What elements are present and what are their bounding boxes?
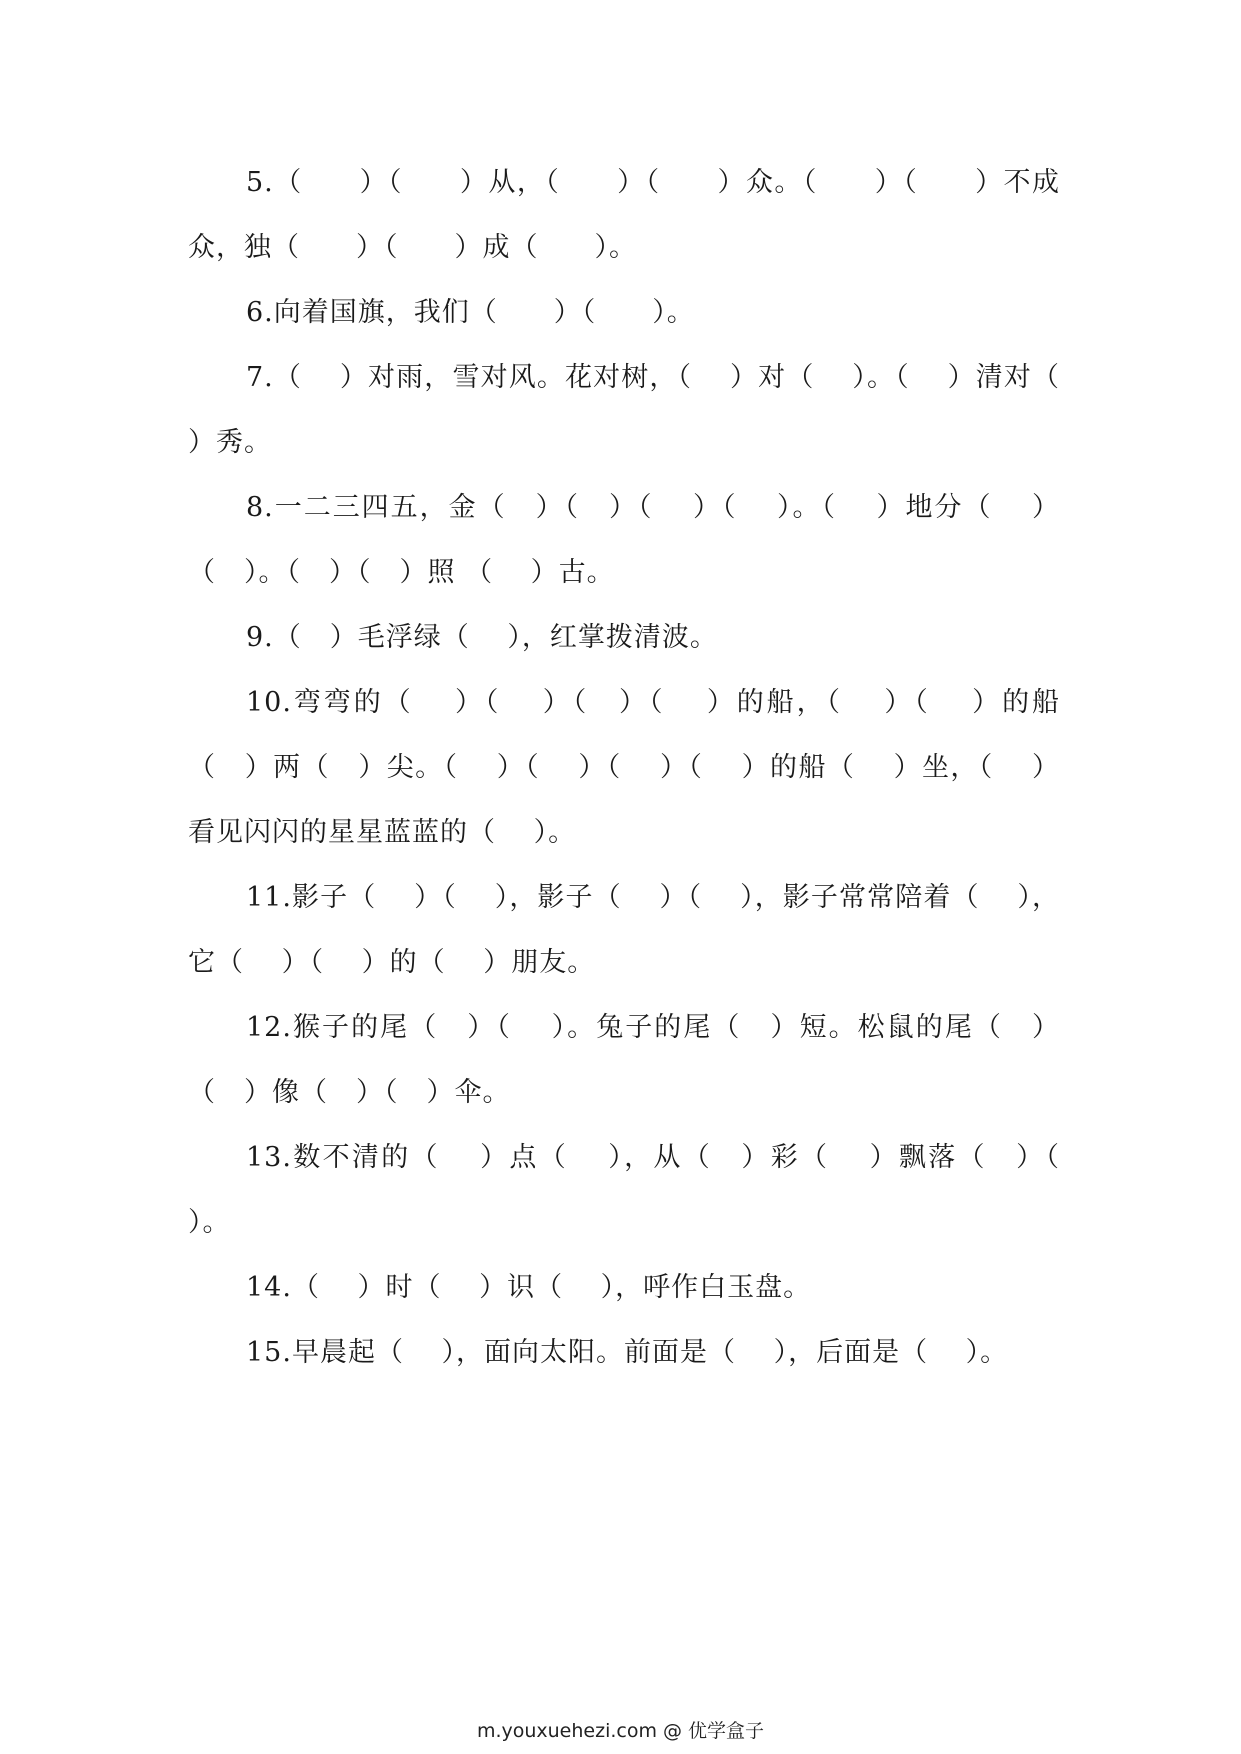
question-6: 6.向着国旗，我们（ ）（ ）。 xyxy=(246,297,695,328)
footer-watermark: m.youxuehezi.com @ 优学盒子 xyxy=(476,1720,765,1742)
question-5: 5.（ ）（ ）从，（ ）（ ）众。（ ）（ ）不成众，独（ ）（ ）成（ ）。 xyxy=(188,167,1060,263)
question-14: 14.（ ）时（ ）识（ ），呼作白玉盘。 xyxy=(246,1272,812,1303)
question-10: 10.弯弯的（ ）（ ）（ ）（ ）的船，（ ）（ ）的船（ ）两（ ）尖。（ ）（ ）（ ）（ ）的船（ ）坐，（ ）看见闪闪的星星蓝蓝的（ ）。 xyxy=(188,687,1060,848)
question-15: 15.早晨起（ ），面向太阳。前面是（ ），后面是（ ）。 xyxy=(246,1337,1009,1368)
question-list xyxy=(188,150,1098,1385)
question-13: 13.数不清的（ ）点（ ），从（ ）彩（ ）飘落（ ）（ ）。 xyxy=(188,1142,1098,1238)
question-8: 8.一二三四五，金（ ）（ ）（ ）（ ）。（ ）地分（ ）（ ）。（ ）（ ）照 （ ）古。 xyxy=(188,492,1060,588)
question-9: 9.（ ）毛浮绿（ ），红掌拨清波。 xyxy=(246,622,718,653)
question-7: 7.（ ）对雨，雪对风。花对树，（ ）对（ ）。（ ）清对（ ）秀。 xyxy=(188,362,1098,458)
question-11: 11.影子（ ）（ ），影子（ ）（ ），影子常常陪着（ ），它（ ）（ ）的（ ）朋友。 xyxy=(188,882,1060,978)
question-12: 12.猴子的尾（ ）（ ）。兔子的尾（ ）短。松鼠的尾（ ）（ ）像（ ）（ ）伞。 xyxy=(188,1012,1060,1108)
